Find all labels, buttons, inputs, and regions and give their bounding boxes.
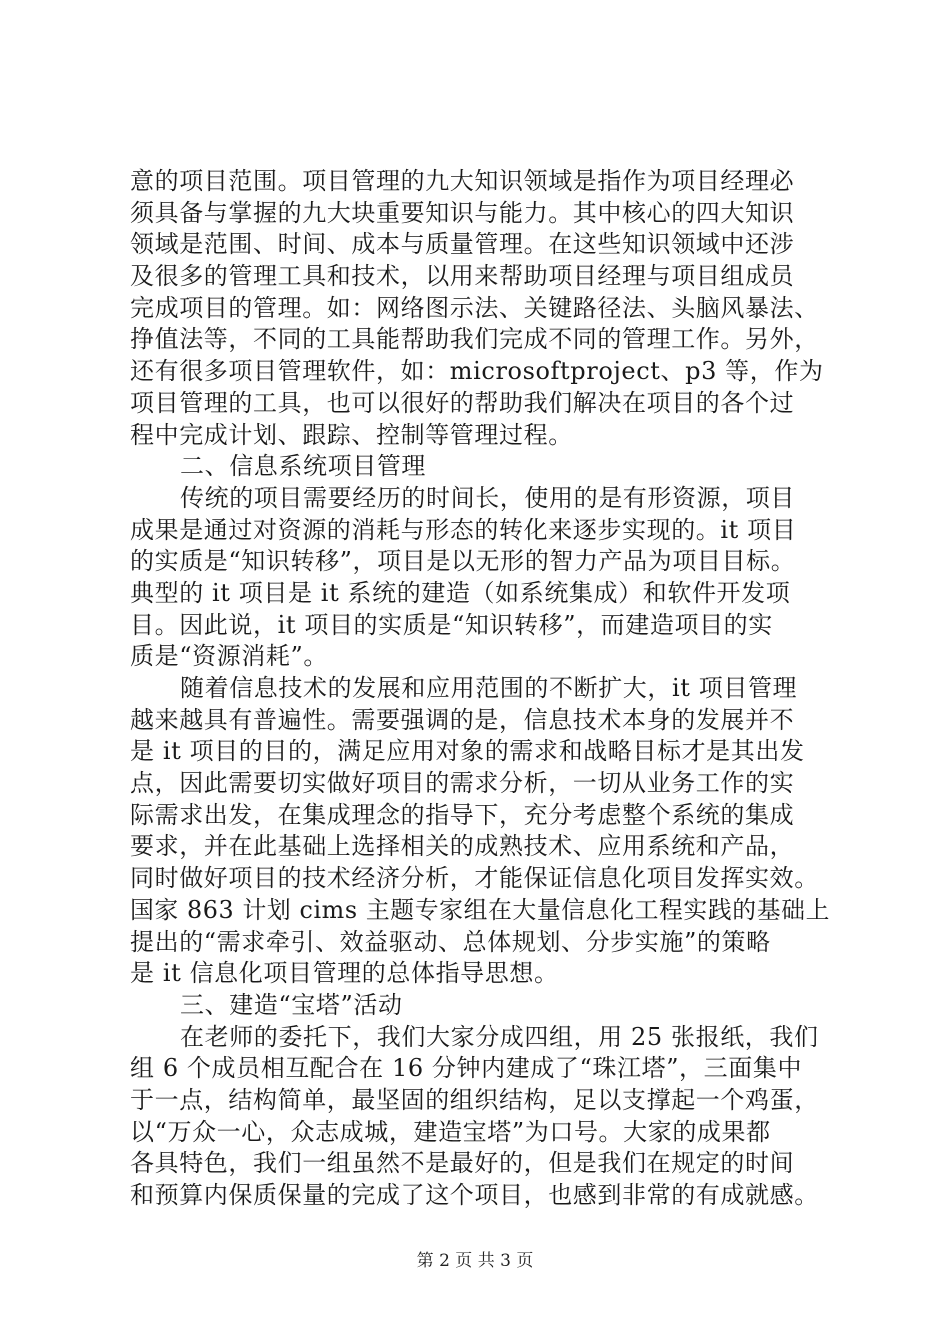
text-line: 的实质是“知识转移”，项目是以无形的智力产品为项目目标。 [130, 547, 796, 576]
text-line: 于一点，结构简单，最坚固的组织结构，足以支撑起一个鸡蛋， [130, 1085, 819, 1114]
text-line: 二、信息系统项目管理 [180, 452, 426, 481]
text-line: 典型的 it 项目是 it 系统的建造（如系统集成）和软件开发项 [130, 578, 791, 607]
text-line: 各具特色，我们一组虽然不是最好的，但是我们在规定的时间 [130, 1149, 795, 1178]
text-line: 和预算内保质保量的完成了这个项目，也感到非常的有成就感。 [130, 1181, 819, 1209]
text-line: 程中完成计划、跟踪、控制等管理过程。 [130, 420, 573, 449]
text-line: 提出的“需求牵引、效益驱动、总体规划、分步实施”的策略 [130, 927, 771, 956]
text-line: 在老师的委托下，我们大家分成四组，用 25 张报纸，我们 [180, 1022, 819, 1051]
text-line: 国家 863 计划 cims 主题专家组在大量信息化工程实践的基础上 [130, 895, 830, 924]
text-line: 随着信息技术的发展和应用范围的不断扩大，it 项目管理 [180, 674, 798, 702]
text-line: 质是“资源消耗”。 [130, 642, 328, 671]
page-footer: 第 2 页 共 3 页 [416, 1251, 534, 1271]
text-line: 须具备与掌握的九大块重要知识与能力。其中核心的四大知识 [130, 198, 795, 227]
text-line: 目。因此说，it 项目的实质是“知识转移”，而建造项目的实 [130, 610, 773, 639]
text-line: 要求，并在此基础上选择相关的成熟技术、应用系统和产品， [130, 832, 795, 861]
text-line: 越来越具有普遍性。需要强调的是，信息技术本身的发展并不 [130, 705, 795, 734]
text-line: 领域是范围、时间、成本与质量管理。在这些知识领域中还涉 [130, 230, 795, 259]
text-line: 组 6 个成员相互配合在 16 分钟内建成了“珠江塔”，三面集中 [130, 1054, 803, 1083]
document-body [130, 166, 830, 1212]
text-line: 项目管理的工具，也可以很好的帮助我们解决在项目的各个过 [130, 388, 795, 417]
text-line: 及很多的管理工具和技术，以用来帮助项目经理与项目组成员 [130, 262, 795, 291]
text-line: 三、建造“宝塔”活动 [180, 990, 403, 1019]
text-line: 挣值法等，不同的工具能帮助我们完成不同的管理工作。另外， [130, 325, 819, 354]
text-line: 还有很多项目管理软件，如：microsoftproject、p3 等，作为 [130, 357, 824, 386]
text-line: 点，因此需要切实做好项目的需求分析，一切从业务工作的实 [130, 769, 795, 798]
text-line: 意的项目范围。项目管理的九大知识领域是指作为项目经理必 [130, 167, 795, 195]
text-line: 同时做好项目的技术经济分析，才能保证信息化项目发挥实效。 [130, 864, 819, 893]
text-line: 完成项目的管理。如：网络图示法、关键路径法、头脑风暴法、 [130, 293, 819, 322]
text-line: 传统的项目需要经历的时间长，使用的是有形资源，项目 [180, 483, 795, 512]
text-line: 成果是通过对资源的消耗与形态的转化来逐步实现的。it 项目 [130, 515, 797, 544]
text-line: 际需求出发，在集成理念的指导下，充分考虑整个系统的集成 [130, 800, 795, 829]
text-line: 是 it 项目的目的，满足应用对象的需求和战略目标才是其出发 [130, 737, 805, 766]
text-line: 以“万众一心，众志成城，建造宝塔”为口号。大家的成果都 [130, 1117, 771, 1146]
text-line: 是 it 信息化项目管理的总体指导思想。 [130, 959, 559, 988]
